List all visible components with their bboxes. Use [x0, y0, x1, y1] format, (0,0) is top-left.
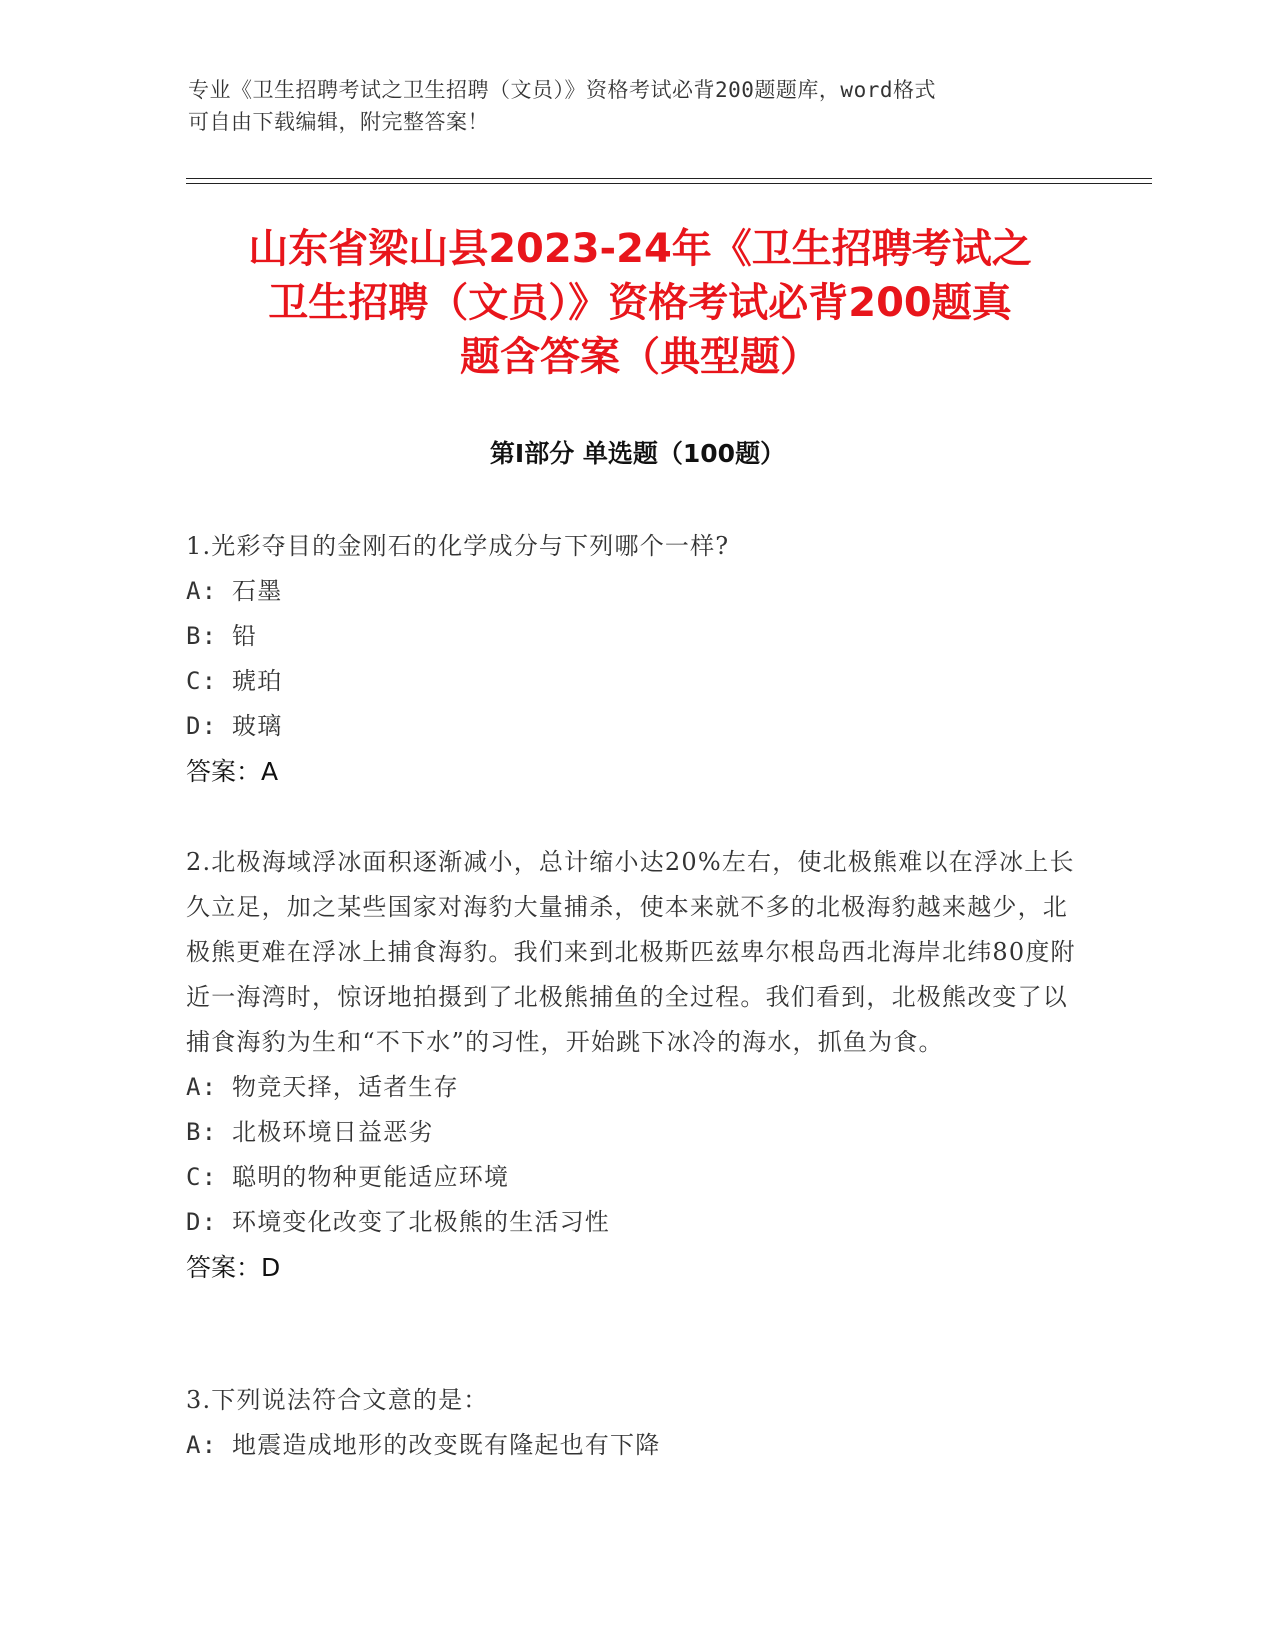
document-title-line-3: 题含答案（典型题）: [460, 334, 820, 380]
header-divider-top: [186, 178, 1152, 179]
option-key: B:: [186, 622, 218, 650]
question-stem: 2.北极海域浮冰面积逐渐减小，总计缩小达20%左右，使北极熊难以在浮冰上长久立足，加之某些国家对海豹大量捕杀，使本来就不多的北极海豹越来越少，北极熊更难在浮冰上捕食海豹。我们来到北极斯匹兹卑尔根岛西北海岸北纬80度附近一海湾时，惊讶地拍摄到了北极熊捕鱼的全过程。我们看到，北极熊改变了以捕食海豹为生和“不下水”的习性，开始跳下冰冷的海水，抓鱼为食。: [186, 848, 1076, 1056]
option-text: 石墨: [232, 577, 283, 605]
document-title-line-1: 山东省梁山县2023-24年《卫生招聘考试之: [248, 226, 1032, 272]
answer-label: 答案：D: [186, 1253, 281, 1282]
question-3: [186, 1378, 1086, 1468]
header-note: [188, 74, 1068, 138]
option-c: [186, 659, 1086, 704]
question-1: [186, 524, 1086, 794]
option-key: C:: [186, 1163, 218, 1191]
header-note-line-2: 可自由下载编辑，附完整答案！: [188, 110, 489, 134]
option-d: [186, 1200, 1086, 1245]
option-text: 环境变化改变了北极熊的生活习性: [232, 1208, 610, 1236]
option-key: A:: [186, 1073, 218, 1101]
question-stem: 3.下列说法符合文意的是：: [186, 1386, 489, 1414]
option-key: A:: [186, 577, 218, 605]
option-key: C:: [186, 667, 218, 695]
option-d: [186, 704, 1086, 749]
option-text: 地震造成地形的改变既有隆起也有下降: [232, 1431, 661, 1459]
option-key: B:: [186, 1118, 218, 1146]
option-text: 琥珀: [232, 667, 283, 695]
option-b: [186, 1110, 1086, 1155]
option-text: 物竞天择，适者生存: [232, 1073, 459, 1101]
question-stem: 1.光彩夺目的金刚石的化学成分与下列哪个一样?: [186, 532, 730, 560]
option-b: [186, 614, 1086, 659]
option-key: D:: [186, 1208, 218, 1236]
header-note-line-1: 专业《卫生招聘考试之卫生招聘（文员）》资格考试必背200题题库，word格式: [188, 78, 936, 102]
section-title: 第Ⅰ部分 单选题（100题）: [489, 439, 786, 468]
option-a: [186, 1423, 1086, 1468]
option-key: A:: [186, 1431, 218, 1459]
document-title: [190, 222, 1090, 384]
header-divider-bottom: [186, 183, 1152, 184]
question-2: [186, 840, 1086, 1290]
option-text: 聪明的物种更能适应环境: [232, 1163, 510, 1191]
option-a: [186, 569, 1086, 614]
option-key: D:: [186, 712, 218, 740]
option-text: 玻璃: [232, 712, 283, 740]
answer-label: 答案：A: [186, 757, 279, 786]
option-a: [186, 1065, 1086, 1110]
option-c: [186, 1155, 1086, 1200]
option-text: 铅: [232, 622, 258, 650]
option-text: 北极环境日益恶劣: [232, 1118, 434, 1146]
document-title-line-2: 卫生招聘（文员）》资格考试必背200题真: [268, 280, 1012, 326]
